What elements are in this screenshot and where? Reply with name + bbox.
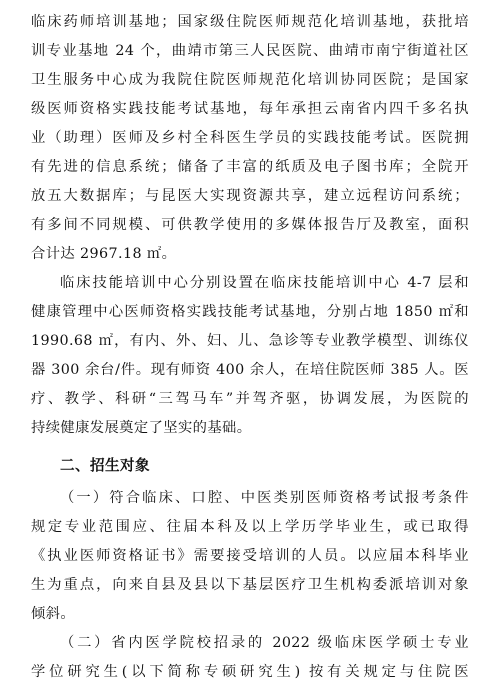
text-line: 临床技能培训中心分别设置在临床技能培训中心 4-7 层和 xyxy=(60,275,469,291)
text-line: 业（助理）医师及乡村全科医生学员的实践技能考试。医院拥 xyxy=(31,130,469,146)
text-line: 级医师资格实践技能考试基地，每年承担云南省内四千多名执 xyxy=(31,101,469,117)
text-line: 有先进的信息系统；储备了丰富的纸质及电子图书库；全院开 xyxy=(31,159,469,175)
text-line: （一）符合临床、口腔、中医类别医师资格考试报考条件 xyxy=(60,490,469,506)
text-line: 《执业医师资格证书》需要接受培训的人员。以应届本科毕业 xyxy=(31,548,469,564)
text-line: 健康管理中心医师资格实践技能考试基地，分别占地 1850 ㎡和 xyxy=(31,304,469,320)
text-line: 规定专业范围应、往届本科及以上学历学毕业生，或已取得 xyxy=(31,519,469,535)
text-line: 训专业基地 24 个，曲靖市第三人民医院、曲靖市南宁街道社区 xyxy=(31,43,469,59)
text-line: 临床药师培训基地；国家级住院医师规范化培训基地，获批培 xyxy=(31,14,469,30)
text-line: 学位研究生(以下简称专硕研究生) 按有关规定与住院医 xyxy=(31,664,469,680)
text-line: 卫生服务中心成为我院住院医师规范化培训协同医院；是国家 xyxy=(31,72,469,88)
text-line: 有多间不同规模、可供教学使用的多媒体报告厅及教室，面积 xyxy=(31,217,469,233)
section-heading: 二、招生对象 xyxy=(60,457,150,474)
text-line: 生为重点，向来自县及县以下基层医疗卫生机构委派培训对象 xyxy=(31,577,469,593)
text-line: （二）省内医学院校招录的 2022 级临床医学硕士专业 xyxy=(60,635,469,651)
text-line: 倾斜。 xyxy=(31,606,76,622)
text-line: 1990.68 ㎡，有内、外、妇、儿、急诊等专业教学模型、训练仪 xyxy=(31,333,469,349)
text-line: 器 300 余台/件。现有师资 400 余人，在培住院医师 385 人。医 xyxy=(31,362,469,378)
text-line: 持续健康发展奠定了坚实的基础。 xyxy=(31,420,252,436)
text-line: 合计达 2967.18 ㎡。 xyxy=(31,246,177,262)
text-line: 疗、教学、科研“三驾马车”并驾齐驱，协调发展，为医院的 xyxy=(31,391,469,407)
text-line: 放五大数据库；与昆医大实现资源共享，建立远程访问系统； xyxy=(31,188,469,204)
